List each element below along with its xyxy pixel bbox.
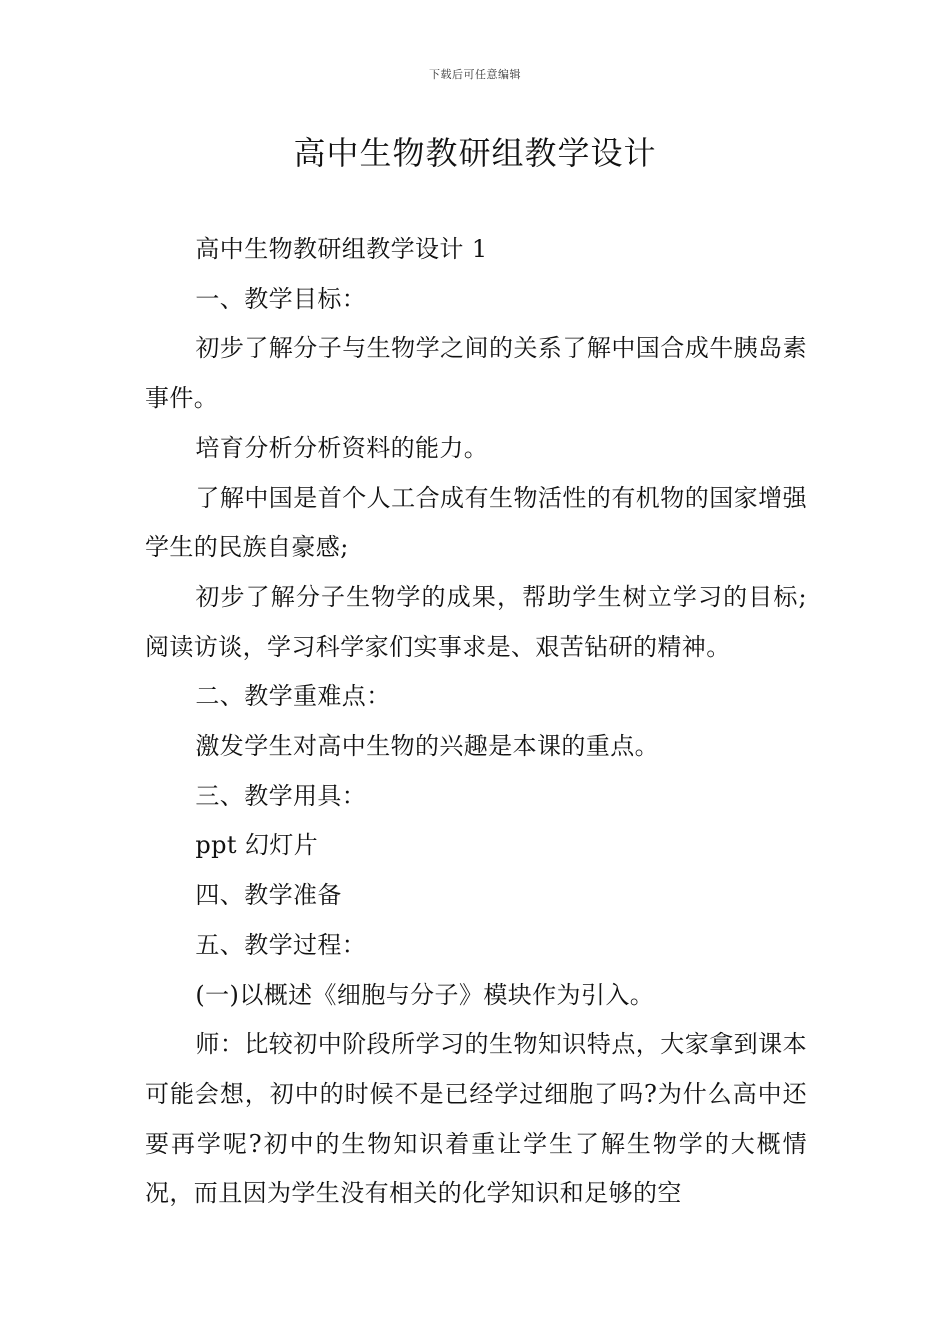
paragraph: 激发学生对高中生物的兴趣是本课的重点。	[195, 732, 659, 761]
paragraph: 了解中国是首个人工合成有生物活性的有机物的国家增强学生的民族自豪感;	[145, 483, 807, 562]
paragraph: 初步了解分子生物学的成果，帮助学生树立学习的目标;阅读访谈，学习科学家们实事求是、艰苦钻研的精神。	[145, 582, 807, 661]
section-heading: 高中生物教研组教学设计 1	[195, 235, 488, 263]
heading-teaching-tools: 三、教学用具：	[195, 781, 367, 810]
paragraph: (一)以概述《细胞与分子》模块作为引入。	[195, 980, 655, 1009]
heading-key-points: 二、教学重难点：	[195, 682, 391, 711]
header-note: 下载后可任意编辑	[429, 68, 521, 81]
heading-teaching-process: 五、教学过程：	[195, 930, 367, 959]
paragraph: 初步了解分子与生物学之间的关系了解中国合成牛胰岛素事件。	[145, 334, 807, 413]
heading-teaching-goals: 一、教学目标：	[195, 284, 367, 313]
paragraph: ppt 幻灯片	[195, 831, 319, 860]
document-title: 高中生物教研组教学设计	[293, 134, 657, 172]
document-body	[145, 225, 807, 1219]
paragraph: 培育分析分析资料的能力。	[195, 433, 489, 462]
paragraph: 师：比较初中阶段所学习的生物知识特点，大家拿到课本可能会想，初中的时候不是已经学过细胞了吗?为什么高中还要再学呢?初中的生物知识着重让学生了解生物学的大概情况，而且因为学生没有相关的化学知识和足够的空	[145, 1030, 807, 1208]
heading-teaching-preparation: 四、教学准备	[195, 881, 342, 910]
